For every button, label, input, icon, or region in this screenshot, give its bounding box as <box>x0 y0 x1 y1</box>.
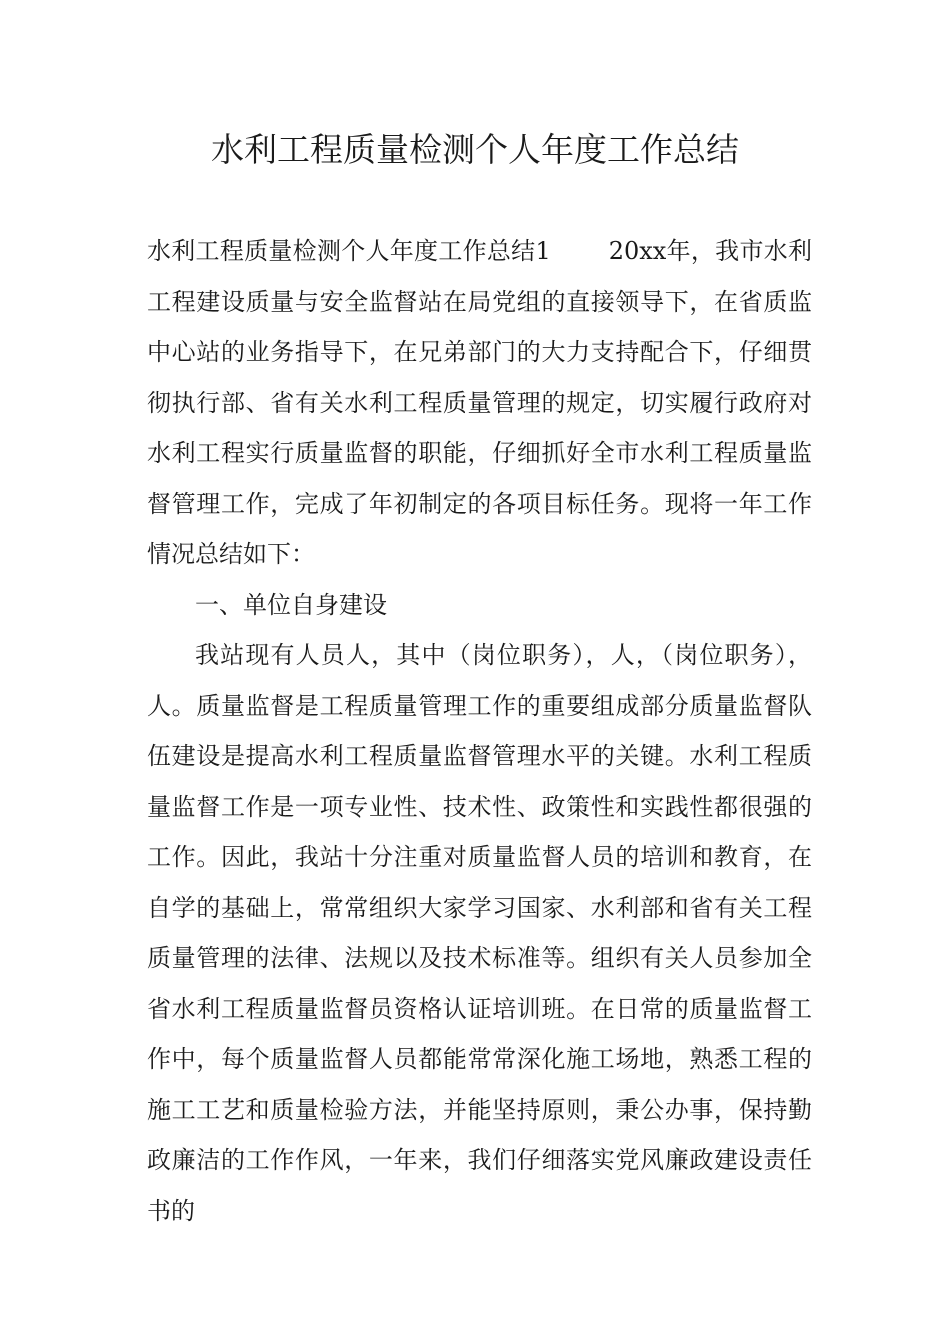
section-heading-1: 一、单位自身建设 <box>195 590 387 619</box>
paragraph-intro <box>147 226 812 580</box>
paragraph-intro-heading: 水利工程质量检测个人年度工作总结1 <box>147 237 551 265</box>
document-body <box>147 226 812 1236</box>
document-title: 水利工程质量检测个人年度工作总结 <box>211 130 739 169</box>
paragraph-section-1: 我站现有人员人，其中（岗位职务），人，（岗位职务），人。质量监督是工程质量管理工作的重要组成部分质量监督队伍建设是提高水利工程质量监督管理水平的关键。水利工程质量监督工作是一项专业性、技术性、政策性和实践性都很强的工作。因此，我站十分注重对质量监督人员的培训和教育，在自学的基础上，常常组织大家学习国家、水利部和省有关工程质量管理的法律、法规以及技术标准等。组织有关人员参加全省水利工程质量监督员资格认证培训班。在日常的质量监督工作中，每个质量监督人员都能常常深化施工场地，熟悉工程的施工工艺和质量检验方法，并能坚持原则，秉公办事，保持勤政廉洁的工作作风，一年来，我们仔细落实党风廉政建设责任书的 <box>147 641 812 1225</box>
paragraph-intro-text: 20xx年，我市水利工程建设质量与安全监督站在局党组的直接领导下，在省质监中心站的业务指导下，在兄弟部门的大力支持配合下，仔细贯彻执行部、省有关水利工程质量管理的规定，切实履行政府对水利工程实行质量监督的职能，仔细抓好全市水利工程质量监督管理工作，完成了年初制定的各项目标任务。现将一年工作情况总结如下： <box>147 237 812 568</box>
